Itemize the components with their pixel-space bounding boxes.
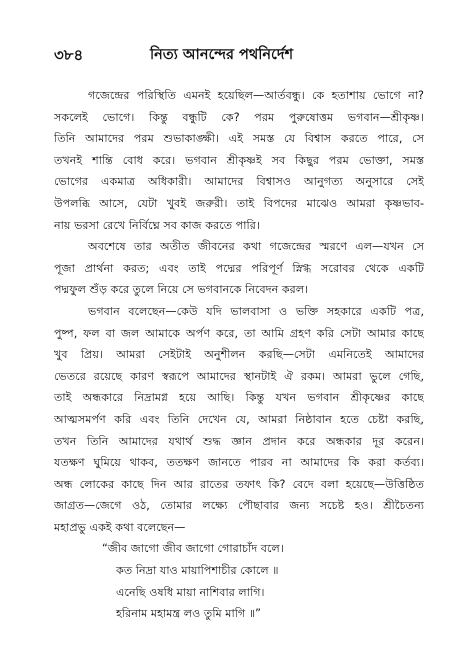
- paragraph-line: পদ্মফুল শুঁড় করে তুলে নিয়ে সে ভগবানকে নিবেদন করল।: [54, 283, 309, 297]
- verse-line: এনেছি ওষধি মায়া নাশিবার লাগি।: [116, 585, 265, 599]
- paragraph-line: অন্ধ লোকের কাছে দিন আর রাতের তফাৎ কি? বেদে বলা হয়েছে—উত্তিষ্ঠিত: [54, 477, 424, 491]
- paragraph-line: ভোগের একমাত্র অধিকারী। আমাদের বিশ্বাসও আনুগত্য অনুসারে সেই: [54, 175, 424, 189]
- paragraph-line: পুষ্প, ফল বা জল আমাকে অর্পণ করে, তা আমি গ্রহণ করি সেটা আমার কাছে: [54, 326, 424, 340]
- paragraph-line: পূজা প্রার্থনা করত; এবং তাই পদ্মের পরিপূর্ণ স্নিগ্ধ সরোবর থেকে একটি: [54, 261, 424, 275]
- paragraph-line: যতক্ষণ ঘুমিয়ে থাকব, ততক্ষণ জানতে পারব না আমাদের কি করা কর্তব্য।: [54, 456, 424, 470]
- paragraph-line: উপলব্ধি আসে, যেটা খুবই জরুরী। তাই বিপদের মাঝেও আমরা কৃষ্ণভাব-: [54, 196, 424, 210]
- running-head: নিত্য আনন্দের পথনির্দেশ: [150, 47, 294, 63]
- paragraph-line: ভেতরে রয়েছে কারণ স্বরূপে আমাদের স্থানটাই ঐ রকম। আমরা ভুলে গেছি,: [54, 369, 424, 383]
- page-body: [54, 85, 424, 625]
- paragraph-line: খুব প্রিয়। আমরা সেইটাই অনুশীলন করছি—সেটা এমনিতেই আমাদের: [54, 348, 424, 362]
- paragraph-line: আত্মসমর্পণ করি এবং তিনি দেখেন যে, আমরা নিষ্ঠাবান হতে চেষ্টা করছি,: [54, 412, 424, 426]
- paragraph-line: জাগ্রত—জেগে ওঠ, তোমার লক্ষ্যে পৌছাবার জন্য সচেষ্ট হও। শ্রীচৈতন্য: [54, 499, 424, 513]
- paragraph-line: তিনি আমাদের পরম শুভাকাঙ্ক্ষী। এই সমস্ত যে বিশ্বাস করতে পারে, সে: [54, 132, 424, 146]
- paragraph-line: অবশেষে তার অতীত জীবনের কথা গজেন্দ্রের স্মরণে এল—যখন সে: [88, 240, 424, 254]
- paragraph-line: গজেন্দ্রের পরিস্থিতি এমনই হয়েছিল—আর্তবন্ধু। কে হতাশায় ভোগে না?: [88, 89, 424, 102]
- verse-line: কত নিদ্রা যাও মায়াপিশাচীর কোলে ॥: [116, 564, 279, 578]
- page-header: [0, 44, 459, 66]
- paragraph-line: তাই অন্ধকারে নিদ্রামগ্ন হয়ে আছি। কিন্তু যখন ভগবান শ্রীকৃষ্ণের কাছে: [54, 391, 424, 405]
- verse-line: “জীব জাগো জীব জাগো গোরাচাঁদ বলে।: [102, 542, 284, 556]
- paragraph-line: মহাপ্রভু একই কথা বলেছেন—: [54, 520, 186, 534]
- paragraph-line: সকলেই ভোগে। কিন্তু বন্ধুটি কে? পরম পুরুষোত্তম ভগবান—শ্রীকৃষ্ণ।: [54, 110, 424, 124]
- paragraph-line: ভগবান বলেছেন—কেউ যদি ভালবাসা ও ভক্তি সহকারে একটি পত্র,: [88, 304, 424, 318]
- paragraph-line: তখনই শান্তি বোধ করে। ভগবান শ্রীকৃষ্ণই সব কিছুর পরম ভোক্তা, সমস্ত: [54, 153, 424, 167]
- paragraph-line: নায় ভরসা রেখে নির্বিঘ্নে সব কাজ করতে পারি।: [54, 218, 260, 232]
- verse-line: হরিনাম মহামন্ত্র লও তুমি মাগি ॥”: [116, 607, 261, 621]
- page-number: ৩৮৪: [54, 46, 84, 64]
- paragraph-line: তখন তিনি আমাদের যথার্থ শুদ্ধ জ্ঞান প্রদান করে অন্ধকার দূর করেন।: [54, 434, 424, 448]
